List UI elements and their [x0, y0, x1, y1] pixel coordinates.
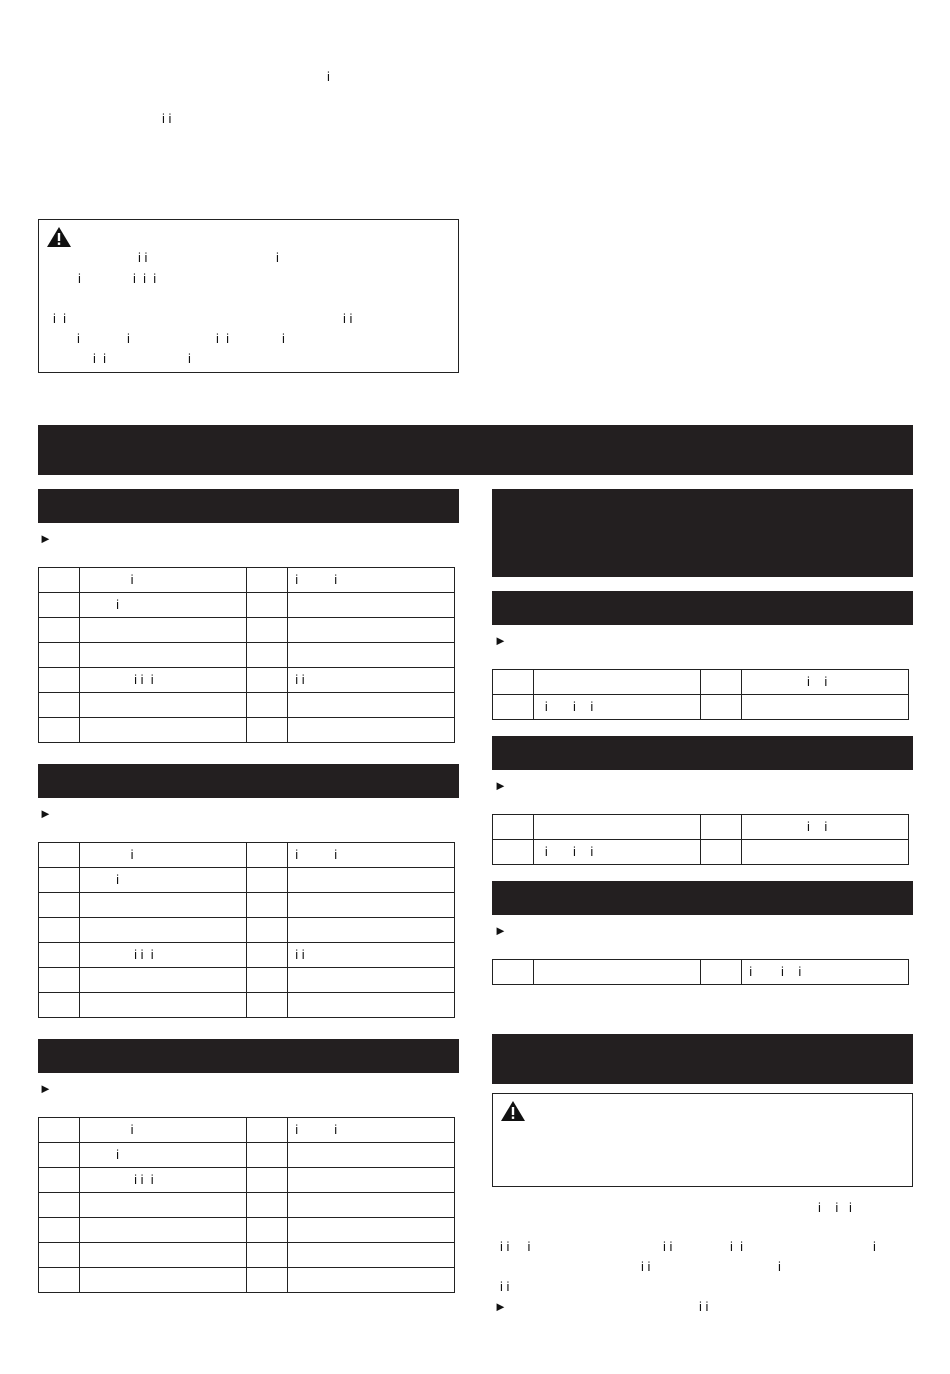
part-name-cell	[80, 693, 247, 718]
part-name-cell: i	[80, 868, 247, 893]
part-name-cell: i	[80, 593, 247, 618]
part-number-cell	[247, 993, 288, 1018]
parts-table-left-3	[38, 1117, 455, 1293]
part-number-cell	[39, 718, 80, 743]
part-number-cell	[247, 868, 288, 893]
table-row	[39, 868, 455, 893]
part-number-cell	[493, 840, 534, 865]
part-number-cell	[247, 1118, 288, 1143]
warning-box-top	[38, 219, 459, 373]
parts-table-left-1	[38, 567, 455, 743]
text-fragment: i i	[663, 1239, 673, 1254]
part-number-cell	[247, 893, 288, 918]
part-number-cell	[247, 1143, 288, 1168]
table-row	[39, 1168, 455, 1193]
part-name-cell	[80, 968, 247, 993]
part-number-cell	[493, 960, 534, 985]
part-number-cell	[247, 618, 288, 643]
part-number-cell	[493, 695, 534, 720]
text-fragment: i i i	[133, 271, 157, 286]
part-number-cell	[493, 670, 534, 695]
part-name-cell: i	[80, 568, 247, 593]
table-row	[39, 893, 455, 918]
arrow-bullet: ►	[39, 531, 52, 546]
part-number-cell	[701, 670, 742, 695]
part-name-cell: i i i	[80, 1168, 247, 1193]
text-fragment: i i i	[500, 1239, 531, 1254]
part-number-cell	[247, 918, 288, 943]
table-row	[39, 618, 455, 643]
part-name-cell	[80, 618, 247, 643]
part-name-cell: i i	[288, 843, 455, 868]
table-row	[39, 843, 455, 868]
part-name-cell: i i	[288, 568, 455, 593]
table-row	[39, 643, 455, 668]
part-number-cell	[701, 960, 742, 985]
part-name-cell	[80, 918, 247, 943]
subsection-bar-left-3	[38, 1039, 459, 1073]
table-row	[493, 960, 909, 985]
part-name-cell	[534, 960, 701, 985]
part-name-cell	[288, 893, 455, 918]
part-name-cell	[288, 993, 455, 1018]
subsection-bar-right-1	[492, 591, 913, 625]
text-fragment: i i	[93, 351, 106, 366]
text-fragment: i	[78, 271, 81, 286]
part-number-cell	[39, 1143, 80, 1168]
part-name-cell: i	[80, 1143, 247, 1168]
part-number-cell	[39, 1118, 80, 1143]
text-fragment: i	[282, 331, 285, 346]
part-name-cell: i i i	[534, 840, 701, 865]
subsection-bar-left-1	[38, 489, 459, 523]
part-number-cell	[39, 1268, 80, 1293]
arrow-bullet: ►	[39, 1081, 52, 1096]
table-row	[39, 1193, 455, 1218]
part-name-cell: i i	[742, 670, 909, 695]
part-number-cell	[247, 1168, 288, 1193]
part-number-cell	[39, 843, 80, 868]
parts-table-right-3	[492, 959, 909, 985]
parts-table-left-2	[38, 842, 455, 1018]
table-row	[493, 815, 909, 840]
warning-triangle-icon	[46, 226, 72, 248]
part-name-cell	[742, 840, 909, 865]
part-number-cell	[39, 568, 80, 593]
arrow-bullet: ►	[494, 1299, 507, 1314]
part-name-cell: i i	[742, 815, 909, 840]
section-header-bar	[38, 425, 913, 475]
part-name-cell: i i	[288, 943, 455, 968]
part-number-cell	[247, 943, 288, 968]
table-row	[39, 1143, 455, 1168]
text-fragment: i	[276, 250, 279, 265]
part-name-cell	[288, 1193, 455, 1218]
text-fragment: i	[77, 331, 80, 346]
table-row	[39, 1243, 455, 1268]
text-fragment: i i	[162, 111, 172, 126]
part-name-cell	[80, 1218, 247, 1243]
text-fragment: i i	[699, 1299, 709, 1314]
part-number-cell	[39, 993, 80, 1018]
part-number-cell	[39, 868, 80, 893]
part-number-cell	[247, 718, 288, 743]
part-name-cell: i	[80, 843, 247, 868]
part-name-cell	[742, 695, 909, 720]
part-name-cell: i i i	[80, 668, 247, 693]
part-number-cell	[701, 815, 742, 840]
table-row	[39, 1118, 455, 1143]
text-fragment: i	[873, 1239, 876, 1254]
part-name-cell	[534, 815, 701, 840]
text-fragment: i	[778, 1259, 781, 1274]
table-row	[39, 568, 455, 593]
part-name-cell: i i i	[534, 695, 701, 720]
part-name-cell	[288, 1243, 455, 1268]
part-number-cell	[247, 693, 288, 718]
part-number-cell	[701, 840, 742, 865]
subsection-bar-right-3	[492, 881, 913, 915]
text-fragment: i	[327, 69, 330, 84]
part-name-cell	[288, 918, 455, 943]
table-row	[39, 1268, 455, 1293]
text-fragment: i i	[53, 311, 66, 326]
table-row	[39, 993, 455, 1018]
part-number-cell	[39, 1218, 80, 1243]
part-name-cell: i i	[288, 668, 455, 693]
text-fragment: i i	[216, 331, 229, 346]
table-row	[39, 718, 455, 743]
part-number-cell	[39, 1193, 80, 1218]
part-name-cell: i i i	[742, 960, 909, 985]
part-name-cell	[288, 1143, 455, 1168]
arrow-bullet: ►	[494, 923, 507, 938]
part-name-cell	[80, 993, 247, 1018]
part-name-cell: i	[80, 1118, 247, 1143]
part-number-cell	[247, 593, 288, 618]
part-number-cell	[247, 1268, 288, 1293]
part-number-cell	[247, 1243, 288, 1268]
arrow-bullet: ►	[494, 633, 507, 648]
text-fragment: i	[127, 331, 130, 346]
part-number-cell	[247, 968, 288, 993]
part-number-cell	[493, 815, 534, 840]
part-number-cell	[39, 1243, 80, 1268]
table-row	[39, 593, 455, 618]
part-name-cell	[80, 893, 247, 918]
part-name-cell	[288, 1268, 455, 1293]
part-number-cell	[39, 668, 80, 693]
table-row	[39, 968, 455, 993]
part-name-cell	[80, 1268, 247, 1293]
arrow-bullet: ►	[494, 778, 507, 793]
parts-table-right-1	[492, 669, 909, 720]
part-number-cell	[247, 1193, 288, 1218]
part-number-cell	[247, 668, 288, 693]
text-fragment: i i	[343, 311, 353, 326]
part-name-cell	[80, 643, 247, 668]
table-row	[39, 693, 455, 718]
parts-table-right-2	[492, 814, 909, 865]
table-row	[39, 668, 455, 693]
table-row	[493, 840, 909, 865]
text-fragment: i i	[730, 1239, 743, 1254]
part-name-cell	[288, 618, 455, 643]
table-row	[39, 918, 455, 943]
part-number-cell	[39, 918, 80, 943]
warning-triangle-icon	[500, 1100, 526, 1122]
part-name-cell	[288, 593, 455, 618]
text-fragment: i i	[500, 1279, 510, 1294]
part-number-cell	[39, 643, 80, 668]
part-number-cell	[247, 1218, 288, 1243]
subsection-bar-right-2	[492, 736, 913, 770]
arrow-bullet: ►	[39, 806, 52, 821]
part-name-cell	[534, 670, 701, 695]
part-number-cell	[701, 695, 742, 720]
text-fragment: i i	[138, 250, 148, 265]
table-row	[39, 943, 455, 968]
part-number-cell	[247, 568, 288, 593]
part-number-cell	[39, 593, 80, 618]
part-number-cell	[39, 1168, 80, 1193]
text-fragment: i i i	[818, 1200, 852, 1215]
part-name-cell	[288, 1218, 455, 1243]
section-header-bar-right	[492, 489, 913, 577]
part-number-cell	[39, 618, 80, 643]
table-row	[493, 670, 909, 695]
part-number-cell	[39, 893, 80, 918]
part-name-cell	[288, 718, 455, 743]
table-row	[493, 695, 909, 720]
part-number-cell	[247, 643, 288, 668]
text-fragment: i i	[641, 1259, 651, 1274]
part-name-cell	[80, 1243, 247, 1268]
subsection-bar-left-2	[38, 764, 459, 798]
part-name-cell	[80, 718, 247, 743]
text-fragment: i	[188, 351, 191, 366]
part-name-cell	[80, 1193, 247, 1218]
part-name-cell	[288, 1168, 455, 1193]
part-number-cell	[39, 943, 80, 968]
part-number-cell	[39, 693, 80, 718]
part-name-cell	[288, 643, 455, 668]
part-number-cell	[247, 843, 288, 868]
part-name-cell: i i i	[80, 943, 247, 968]
warning-box-bottom	[492, 1093, 913, 1187]
table-row	[39, 1218, 455, 1243]
section-header-bar-right-2	[492, 1034, 913, 1084]
part-name-cell: i i	[288, 1118, 455, 1143]
part-name-cell	[288, 868, 455, 893]
part-number-cell	[39, 968, 80, 993]
part-name-cell	[288, 693, 455, 718]
part-name-cell	[288, 968, 455, 993]
